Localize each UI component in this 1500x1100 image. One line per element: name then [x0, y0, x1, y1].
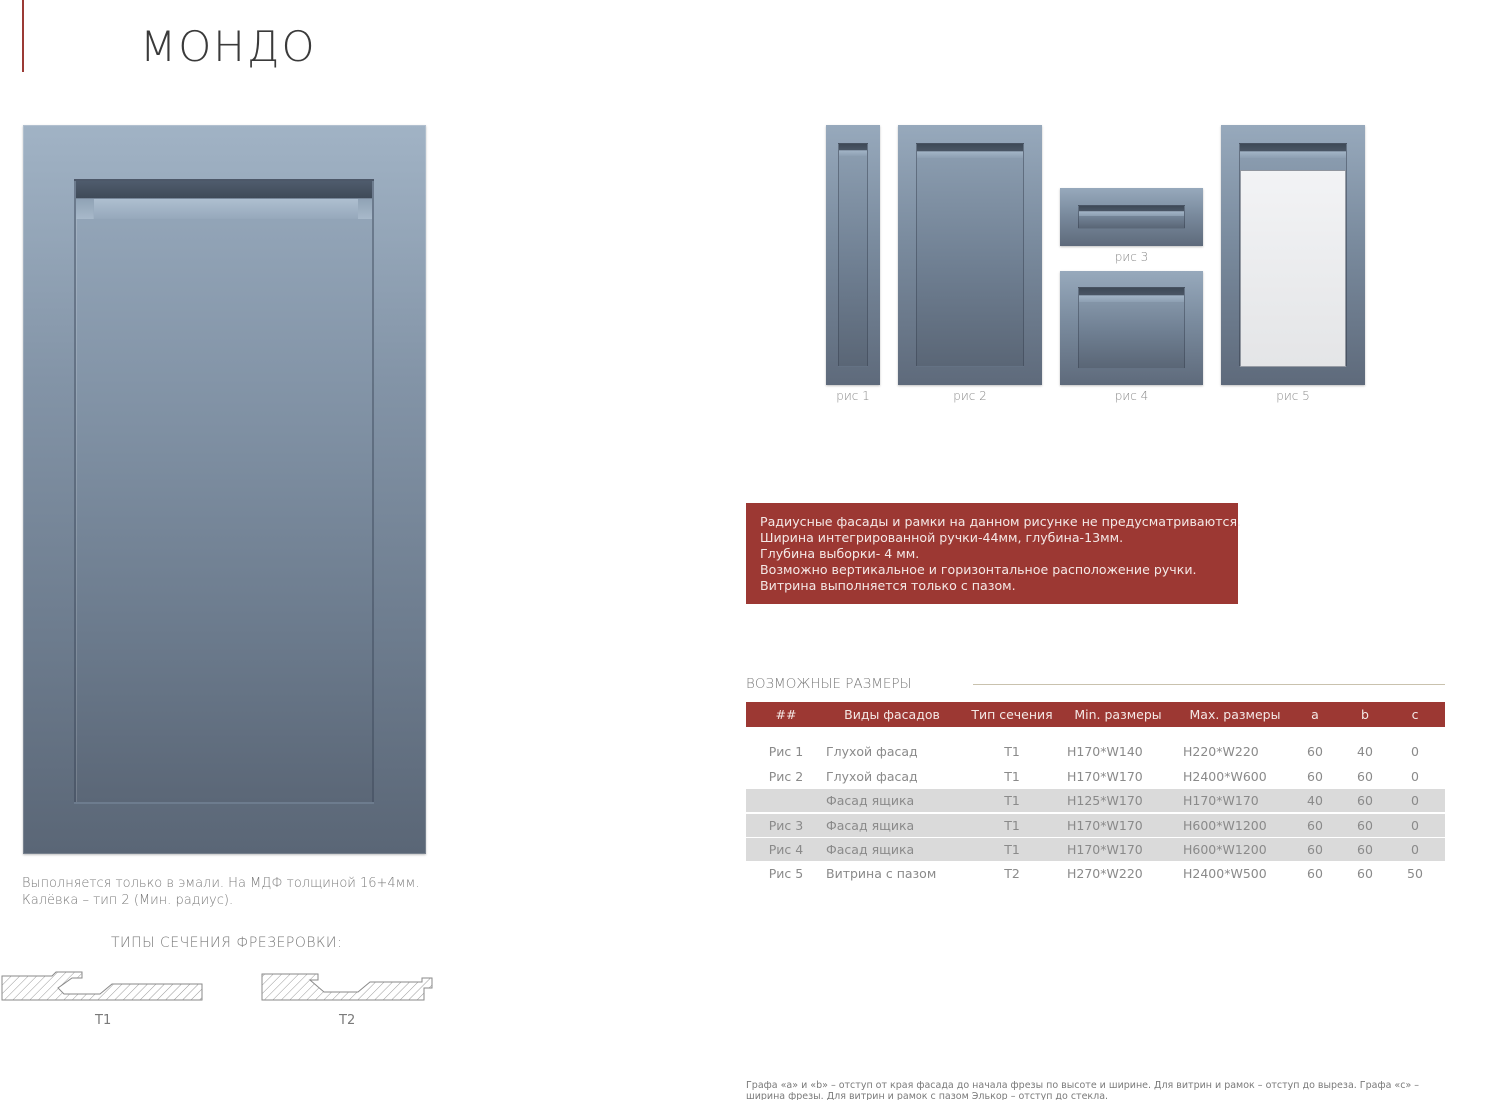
cell-c: 50	[1407, 866, 1423, 881]
door-main-handle-lip	[94, 199, 358, 219]
cell-fig: Рис 5	[768, 866, 804, 881]
cell-c: 0	[1411, 842, 1419, 857]
cell-min: H170*W140	[1067, 744, 1143, 759]
notice-line: Возможно вертикальное и горизонтальное расположение ручки.	[760, 562, 1197, 577]
cell-b: 60	[1357, 842, 1373, 857]
cell-max: H600*W1200	[1183, 818, 1267, 833]
cell-max: H2400*W600	[1183, 769, 1267, 784]
figure-4-handle	[1079, 288, 1184, 302]
notice-line: Глубина выборки- 4 мм.	[760, 546, 920, 561]
notice-line: Радиусные фасады и рамки на данном рисунке не предусматриваются.	[760, 514, 1242, 529]
table-row	[746, 814, 1445, 837]
notice-line: Витрина выполняется только с пазом.	[760, 578, 1016, 593]
table-row	[746, 838, 1445, 861]
header-cell: Тип сечения	[971, 707, 1053, 722]
sizes-title: ВОЗМОЖНЫЕ РАЗМЕРЫ	[746, 676, 912, 692]
cell-max: H600*W1200	[1183, 842, 1267, 857]
cell-b: 40	[1357, 744, 1373, 759]
cell-a: 60	[1307, 866, 1323, 881]
cell-type: Глухой фасад	[826, 744, 918, 759]
figure-5-glass	[1240, 170, 1346, 367]
cell-section: T1	[1004, 793, 1020, 808]
cell-fig: Рис 1	[768, 744, 804, 759]
cell-type: Фасад ящика	[826, 842, 915, 857]
accent-line	[22, 0, 24, 72]
header-cell: Min. размеры	[1074, 707, 1162, 722]
figure-5-label: рис 5	[1276, 389, 1310, 403]
door-main-panel	[74, 179, 374, 804]
cell-type: Фасад ящика	[826, 818, 915, 833]
cell-min: H270*W220	[1067, 866, 1143, 881]
figure-2-handle	[917, 144, 1023, 158]
header-cell: Виды фасадов	[844, 707, 940, 722]
cell-min: H170*W170	[1067, 818, 1143, 833]
description	[22, 875, 452, 909]
cell-b: 60	[1357, 793, 1373, 808]
figure-4-label: рис 4	[1114, 389, 1149, 403]
header-cell: ##	[775, 707, 797, 722]
profile-t2-label: T2	[339, 1013, 356, 1028]
cell-fig	[746, 789, 826, 812]
cell-max: H170*W170	[1183, 793, 1259, 808]
cell-type: Витрина с пазом	[826, 866, 937, 881]
profiles-title: ТИПЫ СЕЧЕНИЯ ФРЕЗЕРОВКИ:	[111, 935, 343, 951]
cell-a: 60	[1307, 842, 1323, 857]
profile-t1-diagram	[0, 970, 206, 1004]
cell-a: 40	[1307, 793, 1323, 808]
header-cell: b	[1361, 707, 1369, 722]
cell-section: T1	[1004, 818, 1020, 833]
table-row	[746, 789, 1445, 812]
figure-3-label: рис 3	[1114, 250, 1149, 264]
cell-section: T1	[1004, 769, 1020, 784]
cell-fig: Рис 4	[768, 842, 804, 857]
cell-section: T1	[1004, 842, 1020, 857]
profile-t2-diagram	[260, 970, 436, 1004]
notice-box	[746, 503, 1242, 604]
figure-1-label: рис 1	[836, 389, 870, 403]
footnote: Графа «a» и «b» – отступ от края фасада до начала фрезы по высоте и ширине. Для витрин и рамок – отступ до выреза. Графа «c» – ширина фрезы. Для витрин и рамок с пазом Элькор – отступ до стекла.	[746, 1080, 1420, 1100]
header-cell: a	[1311, 707, 1319, 722]
figure-2-label: рис 2	[953, 389, 987, 403]
table-row	[746, 740, 1445, 763]
cell-fig: Рис 3	[768, 818, 804, 833]
figure-3-handle	[1079, 206, 1184, 216]
cell-section: T2	[1004, 866, 1020, 881]
cell-max: H220*W220	[1183, 744, 1259, 759]
cell-min: H170*W170	[1067, 842, 1143, 857]
figure-5-door	[1221, 125, 1365, 385]
cell-min: H125*W170	[1067, 793, 1143, 808]
header-cell: c	[1411, 707, 1419, 722]
cell-b: 60	[1357, 866, 1373, 881]
description-line: Калёвка – тип 2 (Мин. радиус).	[22, 893, 234, 908]
page-title: МОНДО	[140, 22, 317, 71]
notice-line: Ширина интегрированной ручки-44мм, глубина-13мм.	[760, 530, 1124, 545]
sizes-divider	[973, 684, 1445, 685]
cell-max: H2400*W500	[1183, 866, 1267, 881]
door-main-image	[23, 125, 426, 854]
description-line: Выполняется только в эмали. На МДФ толщиной 16+4мм.	[22, 876, 420, 891]
cell-min: H170*W170	[1067, 769, 1143, 784]
figure-5-handle	[1240, 144, 1346, 158]
cell-c: 0	[1411, 793, 1419, 808]
profile-t1-label: T1	[95, 1013, 112, 1028]
cell-section: T1	[1004, 744, 1020, 759]
header-cell: Max. размеры	[1189, 707, 1281, 722]
cell-a: 60	[1307, 818, 1323, 833]
figure-1-door	[826, 125, 880, 385]
figure-4-door	[1060, 271, 1203, 385]
cell-c: 0	[1411, 744, 1419, 759]
cell-fig: Рис 2	[768, 769, 804, 784]
cell-type: Глухой фасад	[826, 769, 918, 784]
cell-a: 60	[1307, 744, 1323, 759]
sizes-table-header	[746, 702, 1445, 727]
figure-2-door	[898, 125, 1042, 385]
table-row	[746, 862, 1445, 885]
cell-c: 0	[1411, 818, 1419, 833]
table-row	[746, 765, 1445, 788]
figure-1-handle	[839, 144, 867, 156]
cell-a: 60	[1307, 769, 1323, 784]
cell-type: Фасад ящика	[826, 793, 915, 808]
cell-b: 60	[1357, 818, 1373, 833]
cell-c: 0	[1411, 769, 1419, 784]
figure-3-door	[1060, 188, 1203, 246]
cell-b: 60	[1357, 769, 1373, 784]
